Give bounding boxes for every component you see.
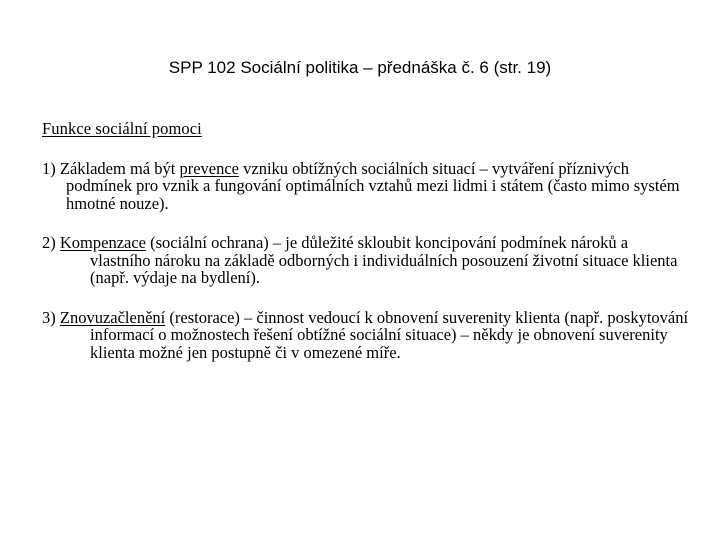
point-term-compensation: Kompenzace: [59, 233, 146, 252]
section-heading: Funkce sociální pomoci: [42, 119, 202, 138]
point-text-after: (sociální ochrana) – je důležité skloubit koncipování podmínek nároků a vlastního nároku na základě odborných i individuálních posouzení životní situace klienta (např. výdaje na bydlení).: [90, 233, 678, 287]
point-text-before: Základem má být: [59, 158, 180, 178]
point-text-after: vzniku obtížných sociálních situací – vytváření příznivých podmínek pro vznik a fungování optimálních vztahů mezi lidmi i státem (často mimo systém hmotné nouze).: [66, 158, 680, 213]
slide-content: [42, 120, 692, 383]
point-compensation: [42, 234, 692, 287]
slide-title: SPP 102 Sociální politika – přednáška č. 6 (str. 19): [168, 58, 552, 77]
point-number: 3): [42, 307, 56, 327]
point-number: 2): [42, 233, 56, 252]
point-text-after: (restorace) – činnost vedoucí k obnovení suverenity klienta (např. poskytování informací o možnostech řešení obtížné sociální situace) – někdy je obnovení suverenity klienta možné jen postupně či v omezené míře.: [90, 307, 689, 362]
point-number: 1): [42, 158, 56, 178]
point-reintegration: [42, 309, 692, 362]
point-prevention: [42, 160, 692, 213]
point-term-prevention: prevence: [179, 158, 240, 178]
point-term-reintegration: Znovuzačlenění: [59, 307, 166, 327]
